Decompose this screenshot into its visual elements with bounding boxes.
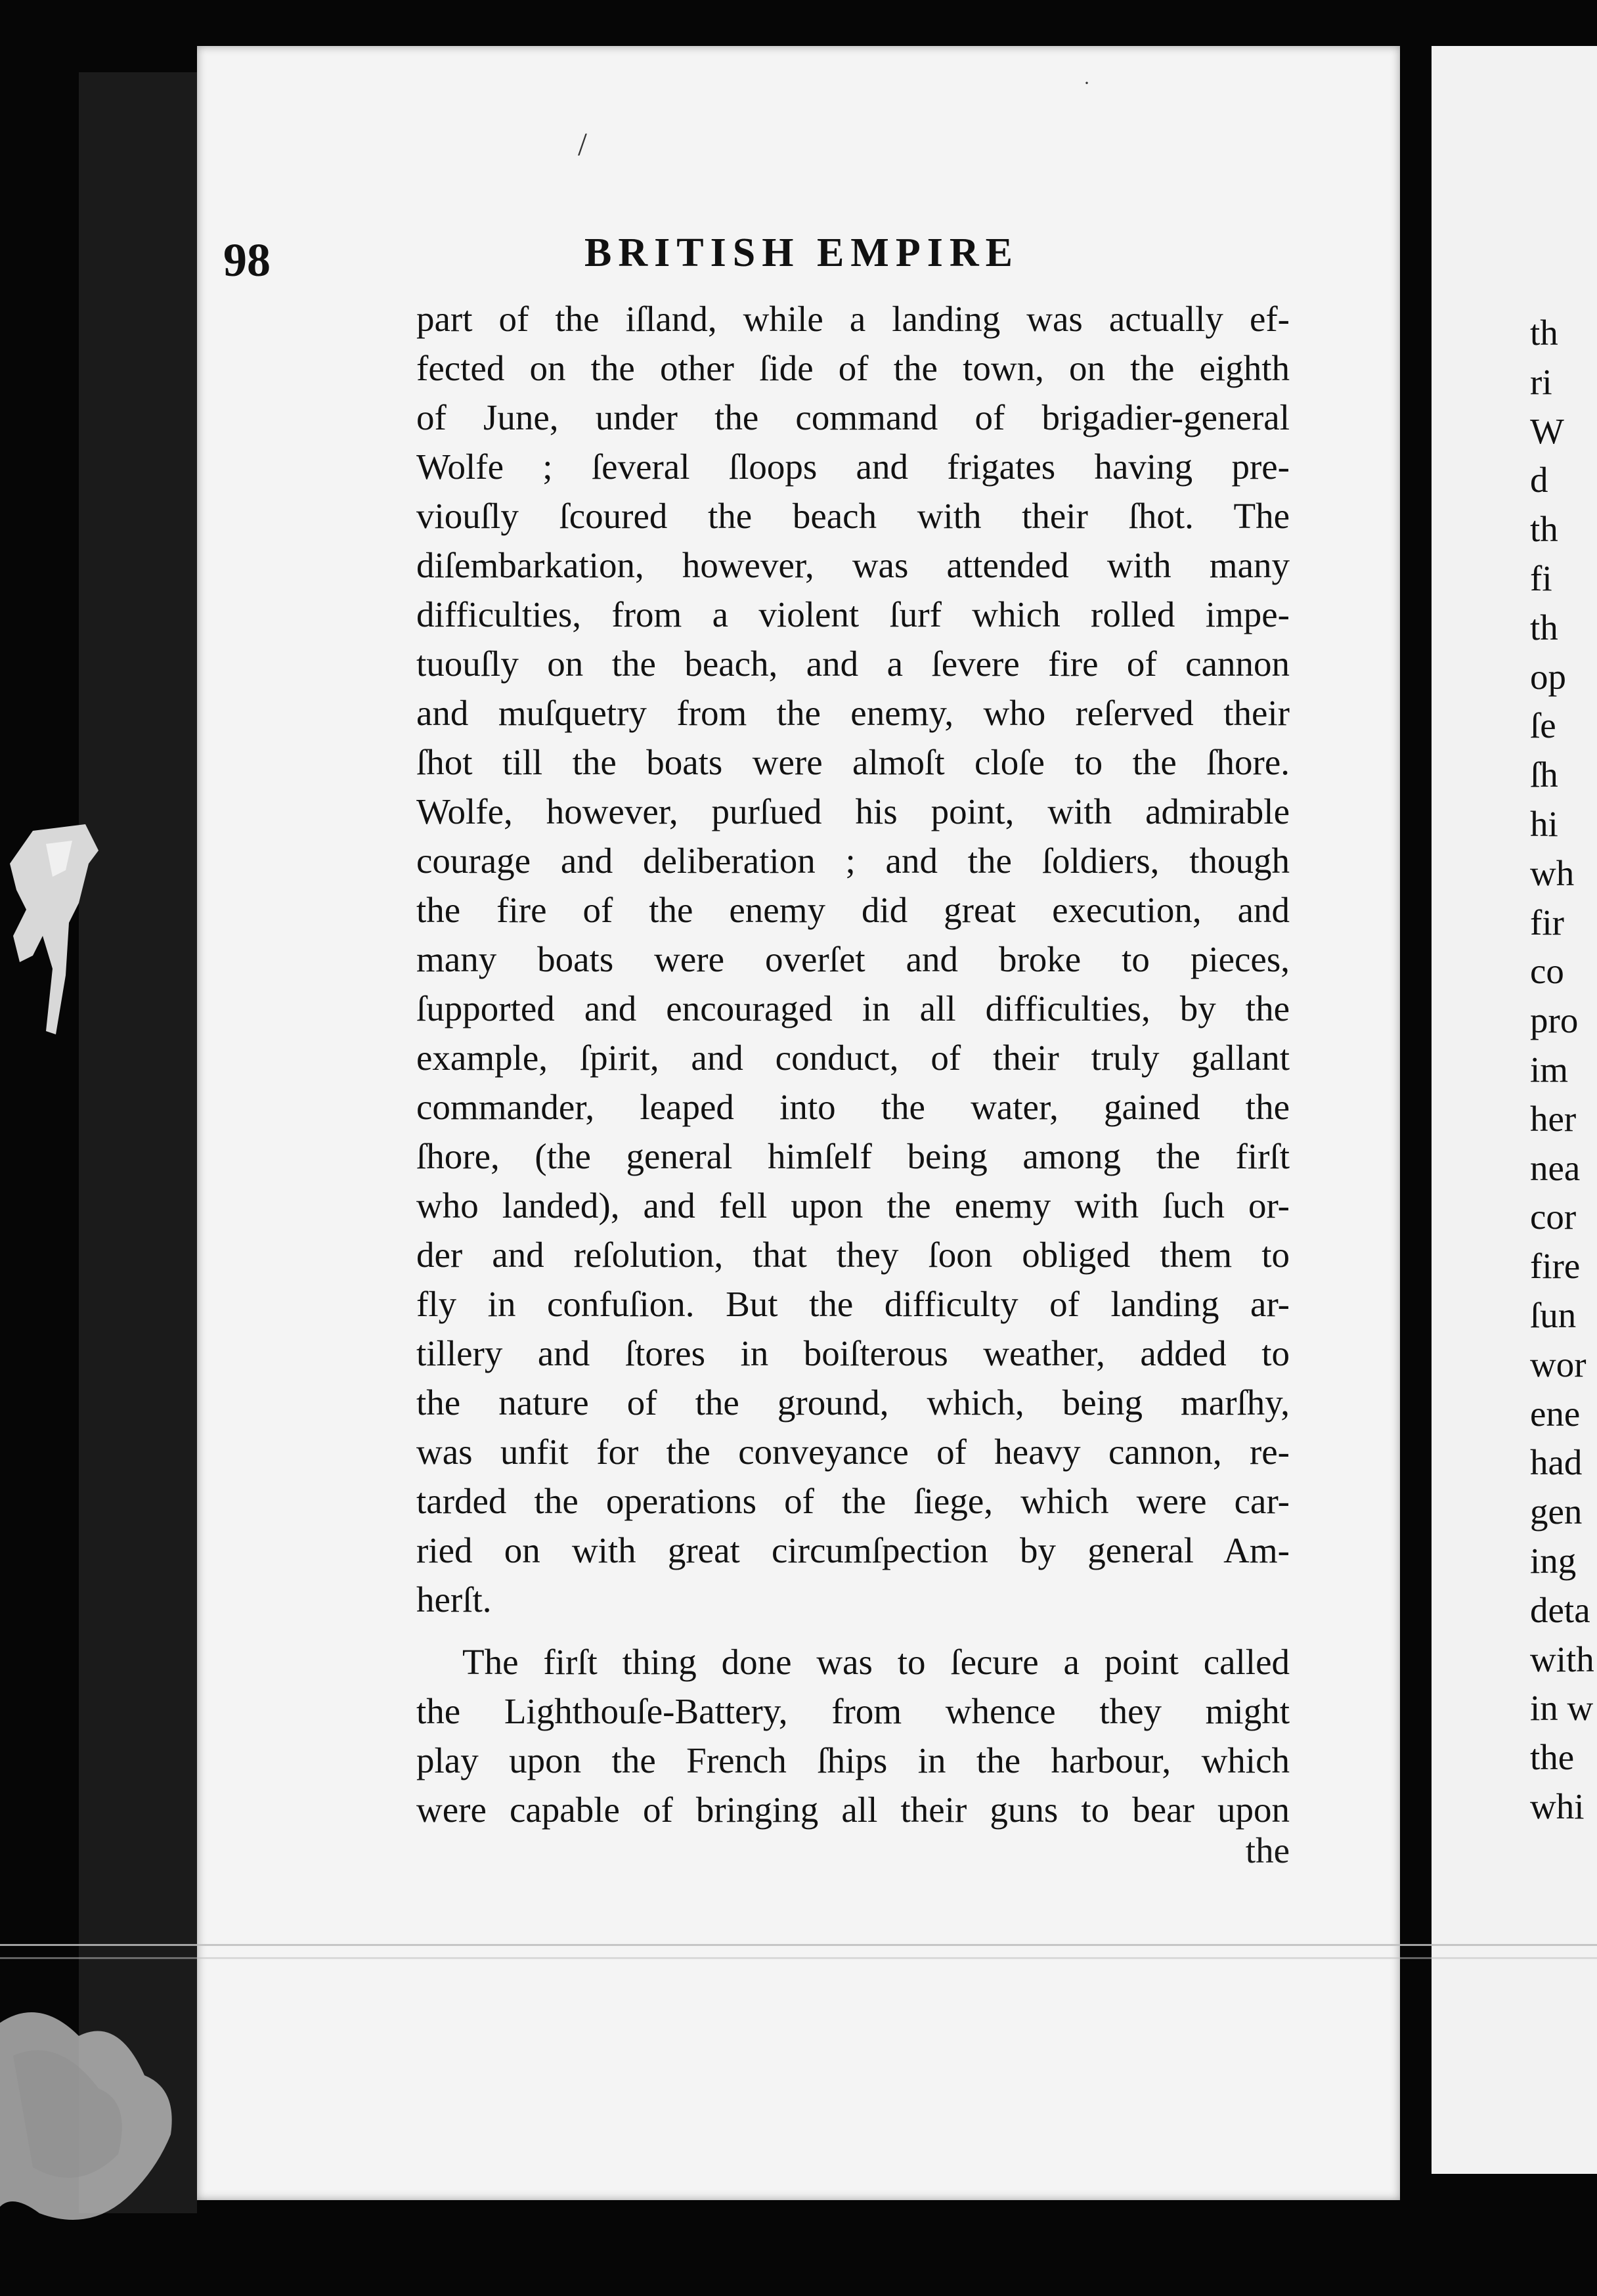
- facing-line-fragment: cor: [1530, 1197, 1577, 1237]
- page-number: 98: [223, 234, 271, 286]
- facing-page-fragments: [1530, 309, 1596, 1832]
- speck: /: [578, 125, 587, 162]
- text-line: The firſt thing done was to ſecure a point called: [462, 1642, 1290, 1682]
- text-line: and muſquetry from the enemy, who reſerved their: [416, 693, 1290, 733]
- text-line: courage and deliberation ; and the ſoldiers, though: [416, 841, 1290, 881]
- facing-line-fragment: d: [1530, 460, 1548, 500]
- text-line: der and reſolution, that they ſoon obliged them to: [416, 1235, 1290, 1275]
- text-line: diſembarkation, however, was attended with many: [416, 545, 1290, 585]
- facing-line-fragment: with: [1530, 1639, 1594, 1679]
- facing-line-fragment: had: [1530, 1442, 1583, 1483]
- facing-line-fragment: in w: [1530, 1688, 1594, 1729]
- text-line: Wolfe ; ſeveral ſloops and frigates having pre-: [416, 447, 1290, 487]
- facing-line-fragment: wor: [1530, 1344, 1586, 1384]
- text-line: tarded the operations of the ſiege, which were car-: [416, 1481, 1290, 1521]
- facing-line-fragment: the: [1530, 1737, 1575, 1778]
- facing-line-fragment: ſe: [1530, 705, 1556, 746]
- paragraph-gap: [416, 1624, 1290, 1637]
- text-line: example, ſpirit, and conduct, of their truly gallant: [416, 1038, 1290, 1078]
- facing-line-fragment: ſun: [1530, 1294, 1577, 1335]
- facing-line-fragment: fire: [1530, 1246, 1581, 1287]
- facing-line-fragment: th: [1530, 313, 1558, 353]
- facing-line-fragment: ene: [1530, 1393, 1581, 1434]
- text-line: difficulties, from a violent ſurf which rolled impe-: [416, 594, 1290, 634]
- text-line: fly in confuſion. But the difficulty of landing ar-: [416, 1284, 1290, 1324]
- text-line: viouſly ſcoured the beach with their ſhot. The: [416, 496, 1290, 536]
- facing-line-fragment: gen: [1530, 1491, 1583, 1532]
- facing-line-fragment: whi: [1530, 1786, 1585, 1826]
- scan-artifact-line: [0, 1944, 1597, 1946]
- facing-line-fragment: deta: [1530, 1589, 1590, 1630]
- facing-line-fragment: th: [1530, 509, 1558, 550]
- corner-damage: [0, 1997, 190, 2246]
- text-line: was unfit for the conveyance of heavy cannon, re-: [416, 1432, 1290, 1472]
- text-line: of June, under the command of brigadier-general: [416, 397, 1290, 437]
- running-head: BRITISH EMPIRE: [584, 231, 1019, 275]
- text-line: ried on with great circumſpection by general Am-: [416, 1530, 1290, 1570]
- facing-line-fragment: her: [1530, 1098, 1577, 1139]
- text-line: were capable of bringing all their guns to bear upon: [416, 1790, 1290, 1830]
- facing-line-fragment: wh: [1530, 852, 1575, 893]
- text-line: tillery and ſtores in boiſterous weather, added to: [416, 1333, 1290, 1373]
- text-line: many boats were overſet and broke to pieces,: [416, 939, 1290, 979]
- facing-line-fragment: ſh: [1530, 755, 1558, 795]
- book-edge-shadow: [79, 72, 197, 2213]
- text-line: fected on the other ſide of the town, on the eighth: [416, 348, 1290, 388]
- facing-line-fragment: co: [1530, 951, 1564, 992]
- facing-line-fragment: op: [1530, 656, 1566, 697]
- ink-blotch: [7, 824, 98, 1041]
- text-line: play upon the French ſhips in the harbour, which: [416, 1740, 1290, 1780]
- text-line: herſt.: [416, 1579, 492, 1620]
- facing-line-fragment: th: [1530, 607, 1558, 648]
- facing-line-fragment: pro: [1530, 1000, 1579, 1041]
- facing-line-fragment: nea: [1530, 1147, 1581, 1188]
- facing-line-fragment: ri: [1530, 361, 1552, 402]
- facing-line-fragment: fi: [1530, 558, 1552, 598]
- text-line: ſhore, (the general himſelf being among the firſt: [416, 1136, 1290, 1176]
- facing-line-fragment: ing: [1530, 1540, 1577, 1581]
- text-line: who landed), and fell upon the enemy with ſuch or-: [416, 1185, 1290, 1225]
- catchword: the: [1245, 1830, 1290, 1870]
- facing-line-fragment: im: [1530, 1049, 1569, 1090]
- text-line: the nature of the ground, which, being marſhy,: [416, 1382, 1290, 1423]
- facing-line-fragment: fir: [1530, 902, 1564, 942]
- body-text: [416, 294, 1290, 1834]
- text-line: Wolfe, however, purſued his point, with admirable: [416, 791, 1290, 831]
- scan-artifact-line: [0, 1957, 1597, 1959]
- text-line: commander, leaped into the water, gained the: [416, 1087, 1290, 1127]
- text-line: the Lighthouſe-Battery, from whence they might: [416, 1691, 1290, 1731]
- facing-line-fragment: hi: [1530, 803, 1558, 844]
- speck: ·: [1083, 72, 1090, 94]
- facing-line-fragment: W: [1530, 410, 1564, 451]
- text-line: the fire of the enemy did great execution, and: [416, 890, 1290, 930]
- text-line: part of the iſland, while a landing was actually ef-: [416, 299, 1290, 339]
- text-line: ſhot till the boats were almoſt cloſe to the ſhore.: [416, 742, 1290, 782]
- text-line: ſupported and encouraged in all difficulties, by the: [416, 988, 1290, 1028]
- text-line: tuouſly on the beach, and a ſevere fire of cannon: [416, 644, 1290, 684]
